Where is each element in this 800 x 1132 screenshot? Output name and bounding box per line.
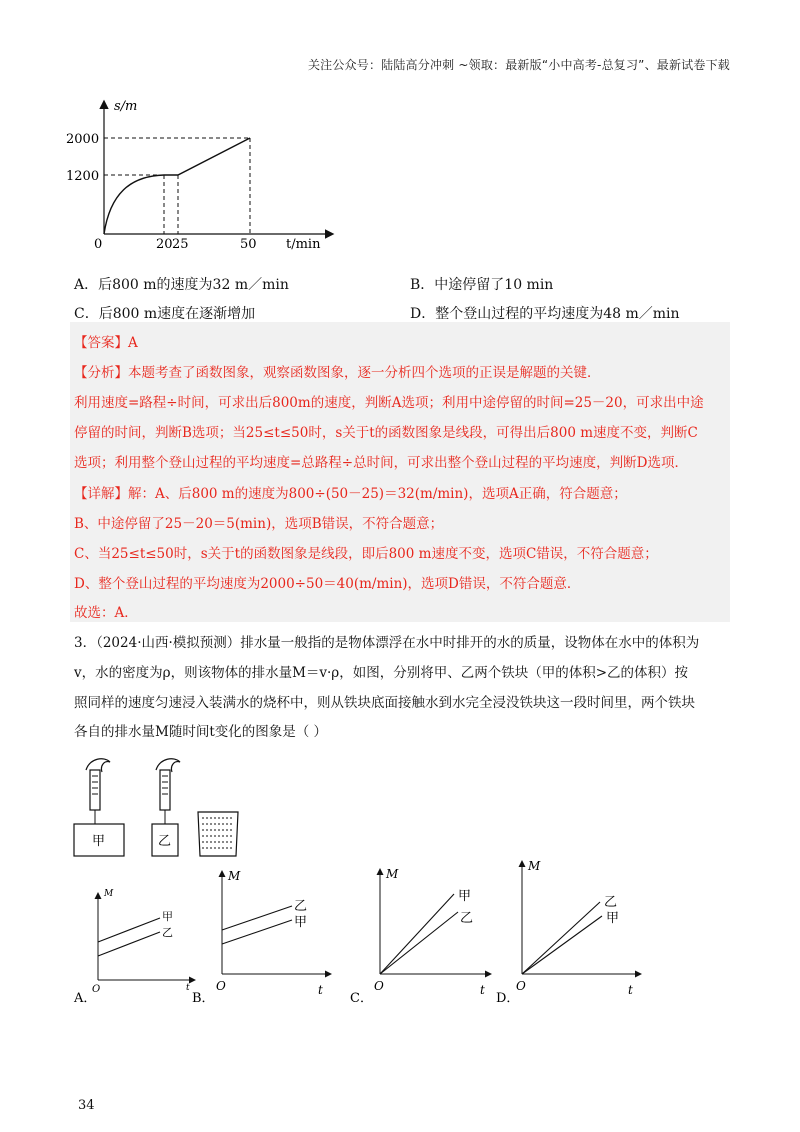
svg-text:t: t: [480, 983, 485, 997]
y-tick-2000: 2000: [66, 132, 100, 147]
svg-text:O: O: [516, 979, 526, 993]
svg-text:t: t: [318, 983, 323, 997]
question-line: v，水的密度为ρ，则该物体的排水量M＝v·ρ，如图，分别将甲、乙两个铁块（甲的体积>乙的体积）按: [74, 665, 689, 681]
answer-line: 【答案】A: [74, 335, 138, 351]
svg-text:t: t: [628, 983, 633, 997]
svg-text:M: M: [528, 859, 541, 873]
detail-line: 【详解】解：A、后800 m的速度为800÷(50－25)＝32(m/min)，选项A正确，符合题意；: [74, 486, 627, 502]
page-number: 34: [78, 1098, 95, 1113]
block-yi-label: 乙: [158, 834, 172, 849]
question-line: 照同样的速度匀速浸入装满水的烧杯中，则从铁块底面接触水到水完全浸没铁块这一段时间里，两个铁块: [74, 695, 695, 711]
analysis-line: 利用速度=路程÷时间，可求出后800m的速度，判断A选项；利用中途停留的时间=25－20，可求出中途: [74, 395, 704, 411]
choice-d-label: D．: [496, 991, 520, 1006]
svg-text:甲: 甲: [606, 911, 620, 926]
svg-text:乙: 乙: [162, 926, 173, 939]
detail-line: C、当25≤t≤50时，s关于t的函数图象是线段，即后800 m速度不变，选项C错误，不符合题意；: [74, 546, 658, 562]
origin-label: 0: [94, 237, 103, 252]
svg-text:M: M: [386, 867, 399, 881]
svg-text:M: M: [228, 869, 241, 883]
svg-text:乙: 乙: [294, 899, 308, 914]
block-jia-label: 甲: [92, 834, 106, 849]
x-tick-20: 20: [156, 237, 173, 252]
detail-line: B、中途停留了25－20＝5(min)，选项B错误，不符合题意；: [74, 516, 444, 532]
question-figures: [60, 752, 680, 1012]
option-a: A．后800 m的速度为32 m／min: [74, 277, 289, 293]
svg-text:O: O: [374, 979, 384, 993]
svg-text:乙: 乙: [604, 895, 618, 910]
spring-scale-jia: [74, 759, 124, 856]
s-axis-label: s/m: [114, 99, 138, 114]
choice-graph-a: [73, 889, 194, 1006]
svg-text:乙: 乙: [460, 911, 474, 926]
distance-time-graph: [60, 96, 340, 256]
detail-line: D、整个登山过程的平均速度为2000÷50＝40(m/min)，选项D错误，不符合题意．: [74, 576, 581, 592]
choice-a-label: A．: [74, 991, 97, 1006]
question-line: 各自的排水量M随时间t变化的图象是（ ）: [74, 724, 328, 740]
choice-graph-b: [192, 869, 330, 1006]
water-beaker: [198, 812, 238, 856]
choice-graph-d: [496, 859, 640, 1006]
page-header: 关注公众号：陆陆高分冲刺 ~领取：最新版“小中高考-总复习”、最新试卷下载: [307, 58, 730, 72]
choice-b-label: B．: [192, 991, 215, 1006]
svg-text:O: O: [216, 979, 226, 993]
svg-text:t: t: [186, 983, 190, 993]
svg-text:O: O: [92, 984, 101, 995]
question-line: 3．（2024·山西·模拟预测）排水量一般指的是物体漂浮在水中时排开的水的质量，设物体在水中的体积为: [74, 635, 700, 651]
option-d: D．整个登山过程的平均速度为48 m／min: [410, 306, 680, 322]
spring-scale-yi: [152, 759, 180, 856]
choice-graph-c: [350, 867, 490, 1006]
t-axis-label: t/min: [286, 237, 321, 252]
svg-text:甲: 甲: [458, 889, 472, 904]
conclusion-line: 故选：A．: [74, 605, 138, 621]
choice-c-label: C．: [350, 991, 373, 1006]
analysis-line: 【分析】本题考查了函数图象，观察函数图象，逐一分析四个选项的正误是解题的关键．: [74, 365, 601, 381]
analysis-line: 选项；利用整个登山过程的平均速度=总路程÷总时间，可求出整个登山过程的平均速度，判断D选项．: [74, 455, 688, 471]
svg-text:M: M: [104, 889, 114, 899]
option-b: B．中途停留了10 min: [410, 277, 554, 293]
x-tick-50: 50: [240, 237, 257, 252]
distance-curve: [104, 138, 250, 234]
option-c: C．后800 m速度在逐渐增加: [74, 306, 256, 322]
y-tick-1200: 1200: [66, 169, 100, 184]
svg-text:甲: 甲: [294, 915, 308, 930]
x-tick-25: 25: [172, 237, 189, 252]
svg-text:甲: 甲: [162, 910, 173, 923]
analysis-line: 停留的时间，判断B选项；当25≤t≤50时，s关于t的函数图象是线段，可得出后800 m速度不变，判断C: [74, 425, 698, 441]
